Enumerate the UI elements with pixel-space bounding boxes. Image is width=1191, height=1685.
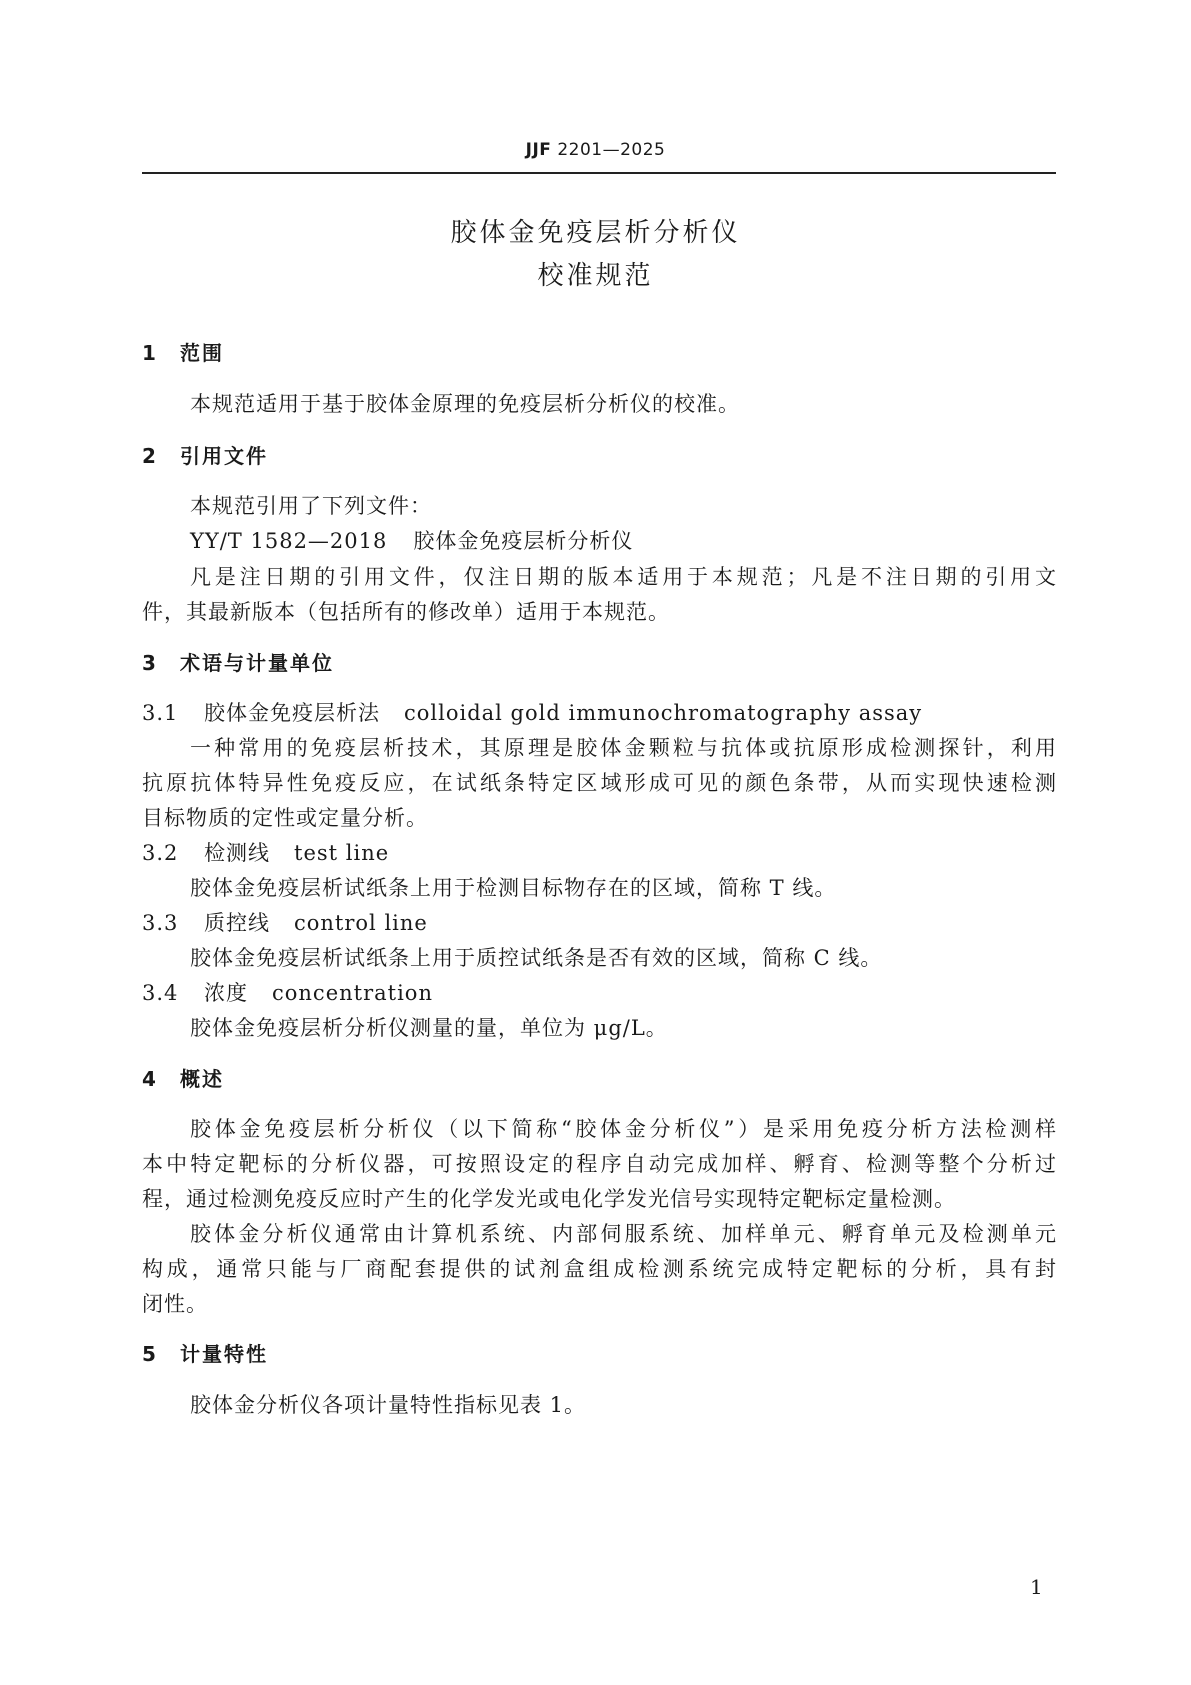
section-number: 4	[142, 1067, 158, 1091]
section-2-paragraph-line: 凡是注日期的引用文件，仅注日期的版本适用于本规范；凡是不注日期的引用文	[190, 565, 1056, 589]
term-chinese: 胶体金免疫层析法	[204, 701, 380, 725]
term-english: colloidal gold immunochromatography assay	[404, 701, 923, 725]
term-definition-line: 目标物质的定性或定量分析。	[142, 806, 428, 830]
section-1-paragraph: 本规范适用于基于胶体金原理的免疫层析分析仪的校准。	[190, 392, 740, 416]
section-2-intro: 本规范引用了下列文件：	[190, 494, 432, 518]
reference-entry	[190, 525, 633, 555]
term-number: 3.1	[142, 701, 179, 725]
section-4-paragraph-line: 程，通过检测免疫反应时产生的化学发光或电化学发光信号实现特定靶标定量检测。	[142, 1187, 956, 1211]
reference-code: YY/T 1582—2018	[190, 529, 388, 553]
section-4-paragraph-line: 胶体金免疫层析分析仪（以下简称“胶体金分析仪”）是采用免疫分析方法检测样	[190, 1117, 1056, 1141]
header-rule	[142, 172, 1056, 174]
section-5-paragraph: 胶体金分析仪各项计量特性指标见表 1。	[190, 1393, 587, 1417]
header-code: 2201—2025	[557, 140, 666, 160]
page-number: 1	[1030, 1575, 1043, 1599]
term-definition: 胶体金免疫层析试纸条上用于检测目标物存在的区域，简称 T 线。	[190, 876, 837, 900]
section-title: 计量特性	[180, 1342, 268, 1366]
term-number: 3.2	[142, 841, 179, 865]
document-subtitle: 校准规范	[537, 261, 654, 291]
term-number: 3.4	[142, 981, 179, 1005]
document-title: 胶体金免疫层析分析仪	[450, 218, 741, 248]
section-title: 术语与计量单位	[180, 651, 334, 675]
section-5-heading	[142, 1338, 268, 1367]
section-4-paragraph-line: 构成，通常只能与厂商配套提供的试剂盒组成检测系统完成特定靶标的分析，具有封	[142, 1257, 1056, 1281]
section-3-heading	[142, 647, 334, 676]
section-2-paragraph-line: 件，其最新版本（包括所有的修改单）适用于本规范。	[142, 600, 670, 624]
term-3-3	[142, 907, 428, 937]
term-3-1	[142, 697, 922, 727]
term-3-4	[142, 977, 433, 1007]
reference-title: 胶体金免疫层析分析仪	[413, 529, 634, 553]
term-chinese: 质控线	[204, 911, 270, 935]
term-chinese: 检测线	[204, 841, 270, 865]
term-english: test line	[294, 841, 390, 865]
section-4-paragraph-line: 胶体金分析仪通常由计算机系统、内部伺服系统、加样单元、孵育单元及检测单元	[190, 1222, 1056, 1246]
section-title: 范围	[180, 341, 224, 365]
term-chinese: 浓度	[204, 981, 248, 1005]
section-title: 引用文件	[180, 444, 268, 468]
term-3-2	[142, 837, 389, 867]
term-definition-line: 抗原抗体特异性免疫反应，在试纸条特定区域形成可见的颜色条带，从而实现快速检测	[142, 771, 1056, 795]
term-english: control line	[294, 911, 428, 935]
term-definition-line: 一种常用的免疫层析技术，其原理是胶体金颗粒与抗体或抗原形成检测探针，利用	[190, 736, 1056, 760]
section-title: 概述	[180, 1067, 224, 1091]
section-number: 5	[142, 1342, 158, 1366]
section-4-heading	[142, 1063, 224, 1092]
term-definition: 胶体金免疫层析分析仪测量的量，单位为 μg/L。	[190, 1016, 668, 1040]
section-4-paragraph-line: 本中特定靶标的分析仪器，可按照设定的程序自动完成加样、孵育、检测等整个分析过	[142, 1152, 1056, 1176]
page-header	[0, 140, 1191, 160]
header-code-prefix: JJF	[525, 140, 552, 160]
term-english: concentration	[272, 981, 433, 1005]
section-number: 2	[142, 444, 158, 468]
term-number: 3.3	[142, 911, 179, 935]
term-definition: 胶体金免疫层析试纸条上用于质控试纸条是否有效的区域，简称 C 线。	[190, 946, 883, 970]
section-2-heading	[142, 440, 268, 469]
section-1-heading	[142, 337, 224, 366]
section-number: 3	[142, 651, 158, 675]
section-4-paragraph-line: 闭性。	[142, 1292, 208, 1316]
section-number: 1	[142, 341, 158, 365]
